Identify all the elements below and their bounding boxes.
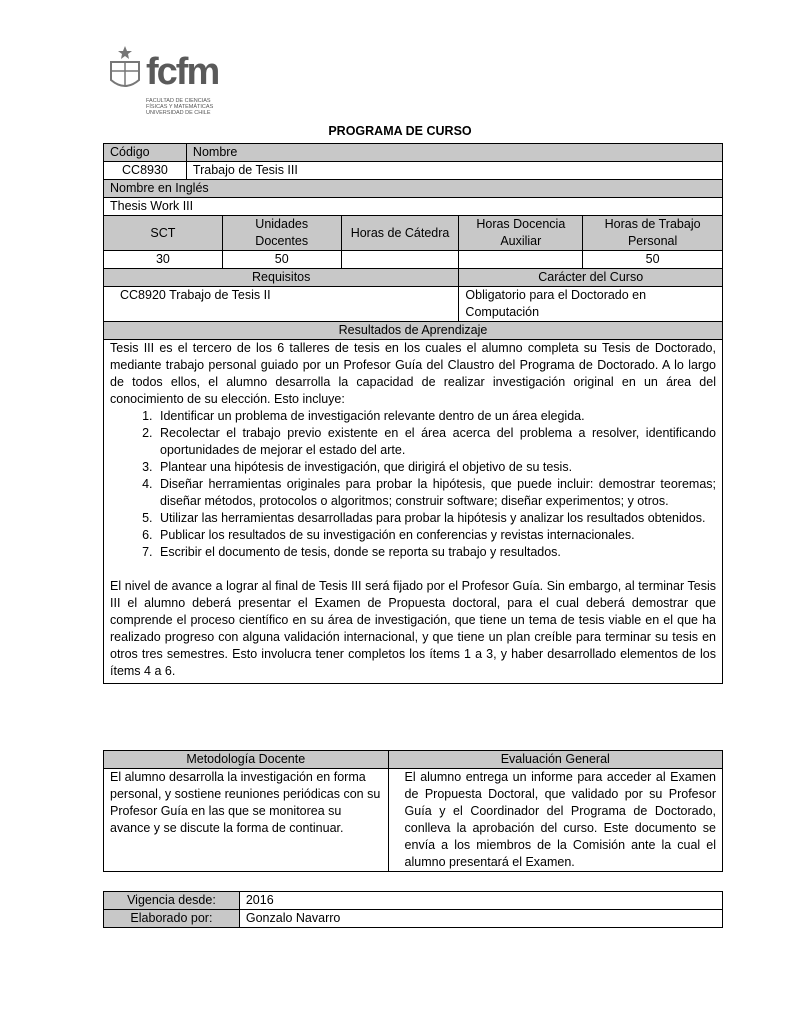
evaluation-text: El alumno entrega un informe para acceder al Examen de Propuesta Doctoral, que validado por su Profesor Guía y el Coordinador del Programa de Doctorado, conlleva la aprobación del curso. Este documento se envía a los miembros de la Comisión ante la cual el alumno presentará el Examen. bbox=[388, 769, 722, 872]
outcome-item: 2. Recolectar el trabajo previo existente en el área acerca del problema a resolver, identificando oportunidades de mejorar el estado del arte. bbox=[156, 425, 716, 459]
author: Gonzalo Navarro bbox=[239, 910, 722, 928]
outcome-item: 4. Diseñar herramientas originales para probar la hipótesis, que puede incluir: demostrar teoremas; diseñar métodos, protocolos o algoritmos; construir software; diseñar experimentos; y otros. bbox=[156, 476, 716, 510]
english-name-label: Nombre en Inglés bbox=[104, 180, 723, 198]
hours-value-lecture bbox=[341, 251, 459, 269]
logo-subtitle-line: UNIVERSIDAD DE CHILE bbox=[146, 110, 211, 116]
course-character: Obligatorio para el Doctorado en Computación bbox=[459, 287, 723, 322]
english-name: Thesis Work III bbox=[104, 198, 723, 216]
logo-wordmark: fcfm bbox=[146, 51, 219, 93]
hours-value-auxiliary bbox=[459, 251, 583, 269]
hours-header-units: Unidades Docentes bbox=[222, 216, 341, 251]
requirements: CC8920 Trabajo de Tesis II bbox=[104, 287, 459, 322]
hours-value-sct: 30 bbox=[104, 251, 223, 269]
course-table bbox=[103, 143, 723, 684]
university-seal-icon bbox=[108, 44, 142, 94]
valid-from: 2016 bbox=[239, 892, 722, 910]
outcomes-label: Resultados de Aprendizaje bbox=[104, 322, 723, 340]
requirements-label: Requisitos bbox=[104, 269, 459, 287]
logo-subtitle-line: FÍSICAS Y MATEMÁTICAS bbox=[146, 104, 214, 110]
outcomes-list bbox=[110, 408, 716, 561]
hours-value-units: 50 bbox=[222, 251, 341, 269]
outcome-item: 6. Publicar los resultados de su investigación en conferencias y revistas internacionales. bbox=[156, 527, 716, 544]
code-name-header-row bbox=[104, 144, 723, 162]
author-label: Elaborado por: bbox=[104, 910, 240, 928]
hours-header-lecture: Horas de Cátedra bbox=[341, 216, 459, 251]
outcomes-intro: Tesis III es el tercero de los 6 talleres de tesis en los cuales el alumno completa su Tesis de Doctorado, mediante trabajo personal guiado por un Profesor Guía del Claustro del Programa de Doctorado. A lo largo de todos ellos, el alumno desarrolla la capacidad de realizar investigación original en un área del conocimiento de su elección. Esto incluye: bbox=[110, 341, 716, 406]
hours-header-auxiliary: Horas Docencia Auxiliar bbox=[459, 216, 583, 251]
code-label: Código bbox=[104, 144, 187, 162]
outcomes-body bbox=[104, 340, 723, 684]
hours-header-row bbox=[104, 216, 723, 251]
hours-header-personal: Horas de Trabajo Personal bbox=[583, 216, 723, 251]
course-code: CC8930 bbox=[104, 162, 187, 180]
logo-subtitle bbox=[146, 98, 238, 116]
outcome-item: 1. Identificar un problema de investigación relevante dentro de un área elegida. bbox=[156, 408, 716, 425]
code-name-row bbox=[104, 162, 723, 180]
evaluation-label: Evaluación General bbox=[388, 751, 722, 769]
character-label: Carácter del Curso bbox=[459, 269, 723, 287]
faculty-logo bbox=[108, 44, 238, 126]
hours-value-personal: 50 bbox=[583, 251, 723, 269]
course-name: Trabajo de Tesis III bbox=[186, 162, 722, 180]
outcome-item: 7. Escribir el documento de tesis, donde se reporta su trabajo y resultados. bbox=[156, 544, 716, 561]
outcome-item: 3. Plantear una hipótesis de investigación, que dirigirá el objetivo de su tesis. bbox=[156, 459, 716, 476]
hours-header-sct: SCT bbox=[104, 216, 223, 251]
methodology-evaluation-table bbox=[103, 750, 723, 872]
name-label: Nombre bbox=[186, 144, 722, 162]
methodology-label: Metodología Docente bbox=[104, 751, 389, 769]
outcome-item: 5. Utilizar las herramientas desarrolladas para probar la hipótesis y analizar los resultados obtenidos. bbox=[156, 510, 716, 527]
methodology-text: El alumno desarrolla la investigación en forma personal, y sostiene reuniones periódicas con su Profesor Guía en las que se monitorea su avance y se discute la forma de continuar. bbox=[104, 769, 389, 872]
hours-values-row bbox=[104, 251, 723, 269]
outcomes-closing: El nivel de avance a lograr al final de Tesis III será fijado por el Profesor Guía. Sin embargo, al terminar Tesis III el alumno deberá presentar el Examen de Propuesta doctoral, para el cual deberá demostrar que comprende el proceso científico en su área de investigación, que tiene un tema de tesis viable en el que ha realizado progreso con alguna validación internacional, y que tiene un plan creíble para terminar su tesis en otros tres semestres. Esto involucra tener completos los ítems 1 a 3, y haber desarrollado elementos de los ítems 4 a 6. bbox=[110, 579, 716, 678]
logo-subtitle-line: FACULTAD DE CIENCIAS bbox=[146, 98, 211, 104]
document-title: PROGRAMA DE CURSO bbox=[328, 124, 472, 138]
valid-from-label: Vigencia desde: bbox=[104, 892, 240, 910]
footer-table bbox=[103, 891, 723, 928]
